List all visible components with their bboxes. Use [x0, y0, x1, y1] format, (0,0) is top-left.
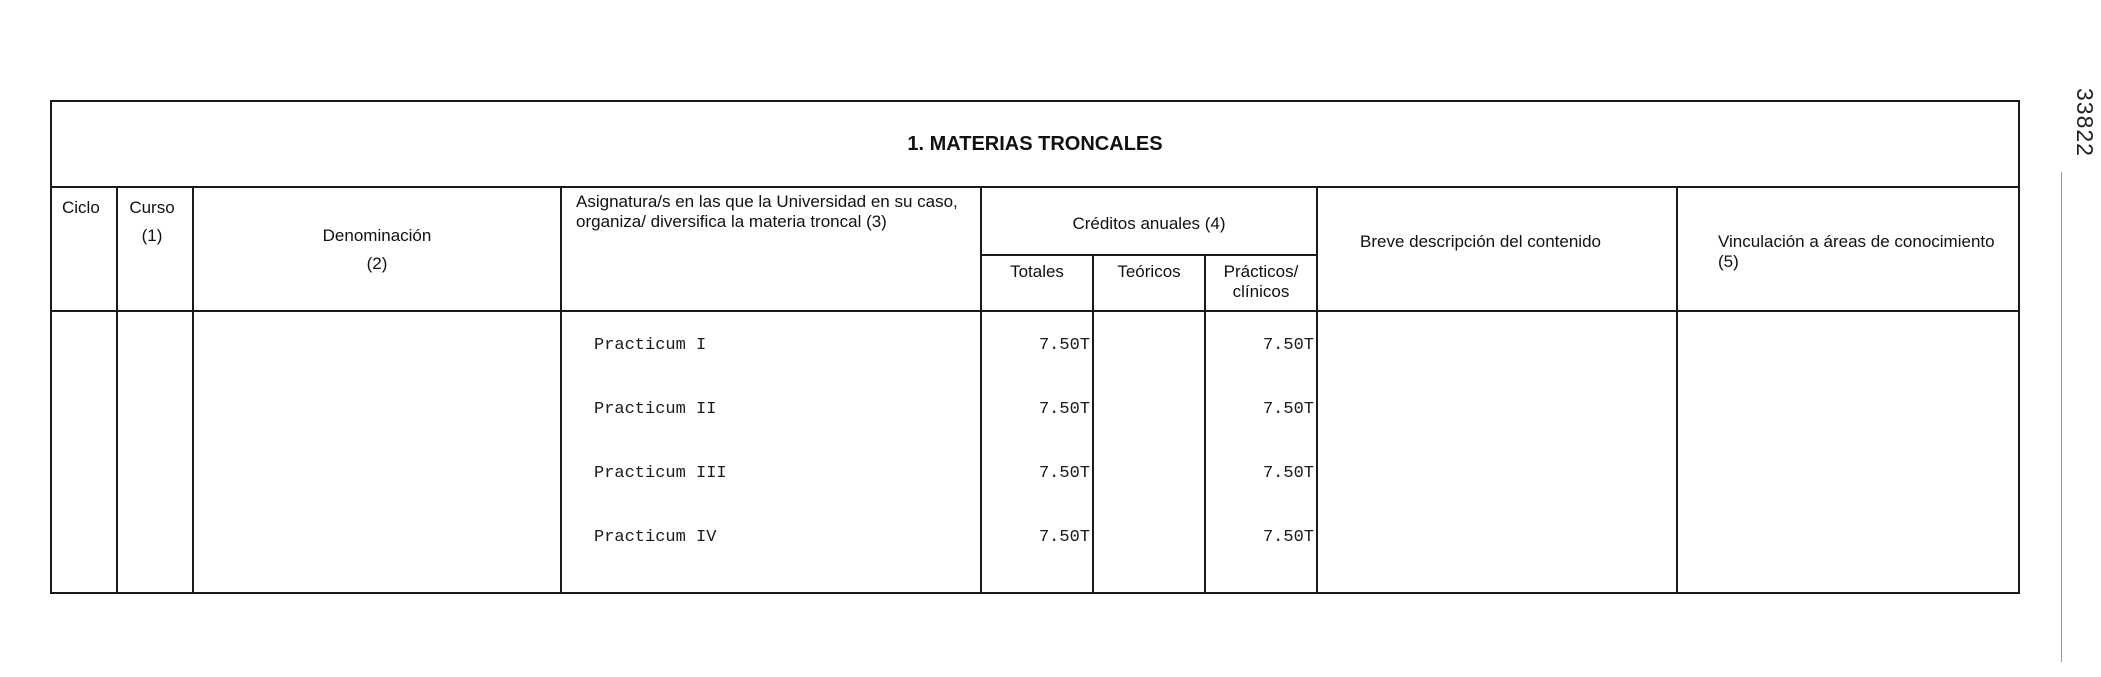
- list-item: 7.50T: [1262, 336, 1314, 355]
- cell-ciclo: [51, 311, 117, 593]
- cell-descripcion: [1317, 311, 1677, 593]
- cell-vinculacion: [1677, 311, 2019, 593]
- header-practicos: [1205, 255, 1317, 311]
- list-item: 7.50T: [1262, 528, 1314, 547]
- header-denominacion: [193, 187, 561, 311]
- header-denominacion-note: (2): [366, 254, 388, 273]
- header-ciclo: [51, 187, 117, 311]
- cell-asignaturas: [561, 311, 981, 593]
- header-asignatura: [561, 187, 981, 311]
- header-curso-note: (1): [141, 226, 163, 245]
- header-curso-label: Curso: [129, 198, 175, 217]
- list-item: 7.50T: [1262, 464, 1314, 483]
- list-item: Practicum III: [594, 464, 727, 483]
- header-descripcion: [1317, 187, 1677, 311]
- header-totales-label: Totales: [1010, 262, 1064, 281]
- header-asignatura-label: Asignatura/s en las que la Universidad en su caso, organiza/ diversifica la materia troncal (3): [576, 192, 958, 231]
- materias-troncales-table: [50, 100, 2020, 594]
- header-creditos-label: Créditos anuales (4): [1072, 214, 1226, 233]
- list-item: Practicum I: [594, 336, 707, 355]
- header-practicos-label: Prácticos/ clínicos: [1223, 262, 1299, 301]
- header-teoricos: [1093, 255, 1205, 311]
- header-vinculacion-label: Vinculación a áreas de conocimiento (5): [1718, 232, 1995, 271]
- list-item: 7.50T: [1038, 400, 1090, 419]
- header-creditos-anuales: [981, 187, 1317, 255]
- list-item: Practicum II: [594, 400, 717, 419]
- list-item: Practicum IV: [594, 528, 717, 547]
- header-curso: [117, 187, 193, 311]
- header-descripcion-label: Breve descripción del contenido: [1360, 232, 1601, 251]
- page-number: 33822: [2072, 88, 2098, 157]
- list-item: 7.50T: [1038, 336, 1090, 355]
- cell-practicos: [1205, 311, 1317, 593]
- header-ciclo-label: Ciclo: [62, 198, 100, 217]
- header-vinculacion: [1677, 187, 2019, 311]
- cell-teoricos: [1093, 311, 1205, 593]
- list-item: 7.50T: [1038, 528, 1090, 547]
- cell-curso: [117, 311, 193, 593]
- list-item: 7.50T: [1038, 464, 1090, 483]
- header-teoricos-label: Teóricos: [1117, 262, 1181, 281]
- cell-denominacion: [193, 311, 561, 593]
- cell-totales: [981, 311, 1093, 593]
- table-title: 1. MATERIAS TRONCALES: [51, 101, 2019, 187]
- table-body-row: [51, 311, 2019, 593]
- list-item: 7.50T: [1262, 400, 1314, 419]
- margin-rule: [2061, 172, 2062, 662]
- header-totales: [981, 255, 1093, 311]
- header-denominacion-label: Denominación: [322, 226, 432, 245]
